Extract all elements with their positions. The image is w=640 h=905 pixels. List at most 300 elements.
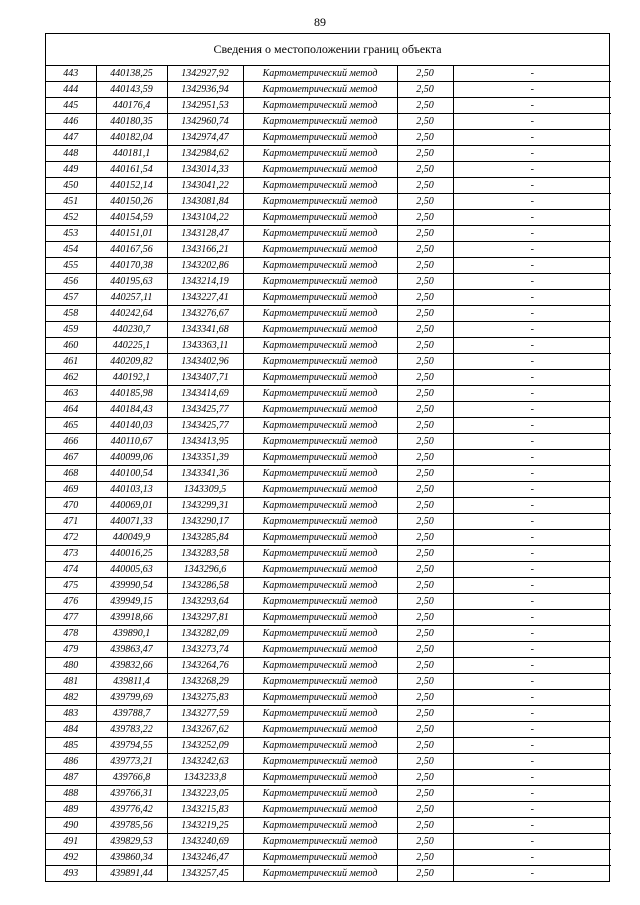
- coord-y-cell: 1343277,59: [167, 706, 243, 722]
- coord-x-cell: 440110,67: [96, 434, 167, 450]
- coord-x-cell: 440170,38: [96, 258, 167, 274]
- method-cell: Картометрический метод: [243, 274, 397, 290]
- coord-y-cell: 1343275,83: [167, 690, 243, 706]
- note-cell: -: [453, 498, 611, 514]
- point-number-cell: 483: [46, 706, 96, 722]
- coord-y-cell: 1343252,09: [167, 738, 243, 754]
- coord-y-cell: 1342927,92: [167, 66, 243, 82]
- coord-y-cell: 1343227,41: [167, 290, 243, 306]
- table-row: [46, 226, 611, 242]
- precision-cell: 2,50: [397, 322, 453, 338]
- note-cell: -: [453, 594, 611, 610]
- table-row: [46, 706, 611, 722]
- precision-cell: 2,50: [397, 658, 453, 674]
- note-cell: -: [453, 66, 611, 82]
- point-number-cell: 493: [46, 866, 96, 882]
- precision-cell: 2,50: [397, 530, 453, 546]
- point-number-cell: 463: [46, 386, 96, 402]
- precision-cell: 2,50: [397, 98, 453, 114]
- point-number-cell: 447: [46, 130, 96, 146]
- note-cell: -: [453, 770, 611, 786]
- coord-y-cell: 1343166,21: [167, 242, 243, 258]
- point-number-cell: 459: [46, 322, 96, 338]
- table-row: [46, 338, 611, 354]
- note-cell: -: [453, 802, 611, 818]
- coord-x-cell: 440192,1: [96, 370, 167, 386]
- note-cell: -: [453, 754, 611, 770]
- table-row: [46, 98, 611, 114]
- precision-cell: 2,50: [397, 402, 453, 418]
- coord-x-cell: 440230,7: [96, 322, 167, 338]
- precision-cell: 2,50: [397, 242, 453, 258]
- coord-x-cell: 440167,56: [96, 242, 167, 258]
- point-number-cell: 449: [46, 162, 96, 178]
- coord-x-cell: 440209,82: [96, 354, 167, 370]
- point-number-cell: 468: [46, 466, 96, 482]
- precision-cell: 2,50: [397, 706, 453, 722]
- point-number-cell: 479: [46, 642, 96, 658]
- coord-y-cell: 1343081,84: [167, 194, 243, 210]
- table-row: [46, 434, 611, 450]
- note-cell: -: [453, 290, 611, 306]
- coord-x-cell: 440184,43: [96, 402, 167, 418]
- note-cell: -: [453, 578, 611, 594]
- coord-x-cell: 439783,22: [96, 722, 167, 738]
- table-row: [46, 802, 611, 818]
- precision-cell: 2,50: [397, 546, 453, 562]
- table-row: [46, 674, 611, 690]
- coord-x-cell: 440069,01: [96, 498, 167, 514]
- point-number-cell: 474: [46, 562, 96, 578]
- method-cell: Картометрический метод: [243, 530, 397, 546]
- coord-y-cell: 1343286,58: [167, 578, 243, 594]
- method-cell: Картометрический метод: [243, 354, 397, 370]
- coord-y-cell: 1343363,11: [167, 338, 243, 354]
- coord-y-cell: 1343268,29: [167, 674, 243, 690]
- method-cell: Картометрический метод: [243, 450, 397, 466]
- precision-cell: 2,50: [397, 690, 453, 706]
- coord-x-cell: 439776,42: [96, 802, 167, 818]
- point-number-cell: 469: [46, 482, 96, 498]
- coord-y-cell: 1343283,58: [167, 546, 243, 562]
- table-row: [46, 114, 611, 130]
- coord-y-cell: 1343297,81: [167, 610, 243, 626]
- method-cell: Картометрический метод: [243, 386, 397, 402]
- coord-y-cell: 1343219,25: [167, 818, 243, 834]
- precision-cell: 2,50: [397, 146, 453, 162]
- coord-x-cell: 440099,06: [96, 450, 167, 466]
- point-number-cell: 460: [46, 338, 96, 354]
- method-cell: Картометрический метод: [243, 210, 397, 226]
- precision-cell: 2,50: [397, 562, 453, 578]
- note-cell: -: [453, 450, 611, 466]
- precision-cell: 2,50: [397, 226, 453, 242]
- point-number-cell: 478: [46, 626, 96, 642]
- precision-cell: 2,50: [397, 258, 453, 274]
- point-number-cell: 466: [46, 434, 96, 450]
- table-row: [46, 306, 611, 322]
- note-cell: -: [453, 658, 611, 674]
- coord-y-cell: 1343257,45: [167, 866, 243, 882]
- coord-y-cell: 1342936,94: [167, 82, 243, 98]
- table-row: [46, 210, 611, 226]
- table-row: [46, 738, 611, 754]
- point-number-cell: 443: [46, 66, 96, 82]
- table-row: [46, 818, 611, 834]
- point-number-cell: 490: [46, 818, 96, 834]
- note-cell: -: [453, 722, 611, 738]
- table-row: [46, 386, 611, 402]
- coord-x-cell: 440005,63: [96, 562, 167, 578]
- coord-x-cell: 440049,9: [96, 530, 167, 546]
- coord-x-cell: 439788,7: [96, 706, 167, 722]
- coord-x-cell: 440103,13: [96, 482, 167, 498]
- point-number-cell: 452: [46, 210, 96, 226]
- note-cell: -: [453, 306, 611, 322]
- precision-cell: 2,50: [397, 290, 453, 306]
- coord-y-cell: 1343215,83: [167, 802, 243, 818]
- precision-cell: 2,50: [397, 66, 453, 82]
- method-cell: Картометрический метод: [243, 466, 397, 482]
- point-number-cell: 453: [46, 226, 96, 242]
- table-row: [46, 322, 611, 338]
- table-row: [46, 354, 611, 370]
- table-row: [46, 690, 611, 706]
- point-number-cell: 486: [46, 754, 96, 770]
- precision-cell: 2,50: [397, 418, 453, 434]
- point-number-cell: 457: [46, 290, 96, 306]
- coord-x-cell: 439860,34: [96, 850, 167, 866]
- point-number-cell: 471: [46, 514, 96, 530]
- note-cell: -: [453, 690, 611, 706]
- method-cell: Картометрический метод: [243, 514, 397, 530]
- point-number-cell: 487: [46, 770, 96, 786]
- coord-x-cell: 440016,25: [96, 546, 167, 562]
- coord-y-cell: 1343341,36: [167, 466, 243, 482]
- coord-y-cell: 1343202,86: [167, 258, 243, 274]
- point-number-cell: 488: [46, 786, 96, 802]
- coord-y-cell: 1343242,63: [167, 754, 243, 770]
- table-row: [46, 722, 611, 738]
- precision-cell: 2,50: [397, 866, 453, 882]
- coord-x-cell: 440138,25: [96, 66, 167, 82]
- coord-x-cell: 439811,4: [96, 674, 167, 690]
- method-cell: Картометрический метод: [243, 418, 397, 434]
- note-cell: -: [453, 114, 611, 130]
- coord-y-cell: 1342960,74: [167, 114, 243, 130]
- coord-y-cell: 1343041,22: [167, 178, 243, 194]
- note-cell: -: [453, 130, 611, 146]
- precision-cell: 2,50: [397, 482, 453, 498]
- note-cell: -: [453, 418, 611, 434]
- coord-x-cell: 439990,54: [96, 578, 167, 594]
- coord-y-cell: 1343267,62: [167, 722, 243, 738]
- method-cell: Картометрический метод: [243, 306, 397, 322]
- point-number-cell: 484: [46, 722, 96, 738]
- coord-y-cell: 1343276,67: [167, 306, 243, 322]
- table-row: [46, 450, 611, 466]
- coord-y-cell: 1342951,53: [167, 98, 243, 114]
- precision-cell: 2,50: [397, 306, 453, 322]
- note-cell: -: [453, 642, 611, 658]
- coord-y-cell: 1343104,22: [167, 210, 243, 226]
- table-row: [46, 482, 611, 498]
- note-cell: -: [453, 546, 611, 562]
- precision-cell: 2,50: [397, 162, 453, 178]
- precision-cell: 2,50: [397, 722, 453, 738]
- point-number-cell: 451: [46, 194, 96, 210]
- coord-y-cell: 1343214,19: [167, 274, 243, 290]
- method-cell: Картометрический метод: [243, 338, 397, 354]
- point-number-cell: 476: [46, 594, 96, 610]
- precision-cell: 2,50: [397, 130, 453, 146]
- coord-x-cell: 439785,56: [96, 818, 167, 834]
- precision-cell: 2,50: [397, 274, 453, 290]
- coord-y-cell: 1343264,76: [167, 658, 243, 674]
- coord-x-cell: 440100,54: [96, 466, 167, 482]
- point-number-cell: 446: [46, 114, 96, 130]
- note-cell: -: [453, 82, 611, 98]
- coord-x-cell: 440180,35: [96, 114, 167, 130]
- coord-y-cell: 1343425,77: [167, 418, 243, 434]
- coord-y-cell: 1343341,68: [167, 322, 243, 338]
- precision-cell: 2,50: [397, 194, 453, 210]
- method-cell: Картометрический метод: [243, 482, 397, 498]
- coord-x-cell: 440195,63: [96, 274, 167, 290]
- method-cell: Картометрический метод: [243, 82, 397, 98]
- table-row: [46, 578, 611, 594]
- note-cell: -: [453, 530, 611, 546]
- coord-x-cell: 440182,04: [96, 130, 167, 146]
- precision-cell: 2,50: [397, 178, 453, 194]
- coord-y-cell: 1343293,64: [167, 594, 243, 610]
- coord-x-cell: 440154,59: [96, 210, 167, 226]
- point-number-cell: 480: [46, 658, 96, 674]
- coord-x-cell: 439829,53: [96, 834, 167, 850]
- note-cell: -: [453, 194, 611, 210]
- point-number-cell: 461: [46, 354, 96, 370]
- point-number-cell: 481: [46, 674, 96, 690]
- method-cell: Картометрический метод: [243, 610, 397, 626]
- point-number-cell: 456: [46, 274, 96, 290]
- coord-y-cell: 1343014,33: [167, 162, 243, 178]
- point-number-cell: 458: [46, 306, 96, 322]
- table-row: [46, 834, 611, 850]
- point-number-cell: 472: [46, 530, 96, 546]
- method-cell: Картометрический метод: [243, 258, 397, 274]
- table-row: [46, 626, 611, 642]
- precision-cell: 2,50: [397, 434, 453, 450]
- note-cell: -: [453, 210, 611, 226]
- point-number-cell: 462: [46, 370, 96, 386]
- precision-cell: 2,50: [397, 498, 453, 514]
- coord-x-cell: 440242,64: [96, 306, 167, 322]
- method-cell: Картометрический метод: [243, 754, 397, 770]
- method-cell: Картометрический метод: [243, 802, 397, 818]
- note-cell: -: [453, 274, 611, 290]
- note-cell: -: [453, 610, 611, 626]
- note-cell: -: [453, 226, 611, 242]
- table-row: [46, 530, 611, 546]
- coord-x-cell: 439891,44: [96, 866, 167, 882]
- table-row: [46, 642, 611, 658]
- method-cell: Картометрический метод: [243, 114, 397, 130]
- coord-y-cell: 1343282,09: [167, 626, 243, 642]
- table-row: [46, 178, 611, 194]
- note-cell: -: [453, 338, 611, 354]
- note-cell: -: [453, 402, 611, 418]
- precision-cell: 2,50: [397, 610, 453, 626]
- note-cell: -: [453, 866, 611, 882]
- method-cell: Картометрический метод: [243, 546, 397, 562]
- method-cell: Картометрический метод: [243, 98, 397, 114]
- coord-y-cell: 1343413,95: [167, 434, 243, 450]
- method-cell: Картометрический метод: [243, 322, 397, 338]
- point-number-cell: 491: [46, 834, 96, 850]
- table-row: [46, 514, 611, 530]
- method-cell: Картометрический метод: [243, 66, 397, 82]
- precision-cell: 2,50: [397, 594, 453, 610]
- coord-x-cell: 440161,54: [96, 162, 167, 178]
- method-cell: Картометрический метод: [243, 866, 397, 882]
- coord-y-cell: 1343233,8: [167, 770, 243, 786]
- precision-cell: 2,50: [397, 626, 453, 642]
- table-row: [46, 786, 611, 802]
- coord-x-cell: 439794,55: [96, 738, 167, 754]
- table-row: [46, 66, 611, 82]
- coord-x-cell: 440181,1: [96, 146, 167, 162]
- method-cell: Картометрический метод: [243, 738, 397, 754]
- method-cell: Картометрический метод: [243, 242, 397, 258]
- table-row: [46, 130, 611, 146]
- note-cell: -: [453, 386, 611, 402]
- coord-x-cell: 440185,98: [96, 386, 167, 402]
- note-cell: -: [453, 562, 611, 578]
- coord-x-cell: 439766,31: [96, 786, 167, 802]
- point-number-cell: 489: [46, 802, 96, 818]
- precision-cell: 2,50: [397, 82, 453, 98]
- point-number-cell: 444: [46, 82, 96, 98]
- table-row: [46, 466, 611, 482]
- note-cell: -: [453, 738, 611, 754]
- coord-y-cell: 1343299,31: [167, 498, 243, 514]
- precision-cell: 2,50: [397, 834, 453, 850]
- page-number: 89: [314, 15, 326, 29]
- coord-y-cell: 1343240,69: [167, 834, 243, 850]
- method-cell: Картометрический метод: [243, 642, 397, 658]
- method-cell: Картометрический метод: [243, 402, 397, 418]
- method-cell: Картометрический метод: [243, 162, 397, 178]
- note-cell: -: [453, 850, 611, 866]
- precision-cell: 2,50: [397, 754, 453, 770]
- note-cell: -: [453, 354, 611, 370]
- point-number-cell: 465: [46, 418, 96, 434]
- precision-cell: 2,50: [397, 802, 453, 818]
- note-cell: -: [453, 98, 611, 114]
- coord-y-cell: 1343273,74: [167, 642, 243, 658]
- method-cell: Картометрический метод: [243, 194, 397, 210]
- table-row: [46, 866, 611, 882]
- table-row: [46, 146, 611, 162]
- method-cell: Картометрический метод: [243, 706, 397, 722]
- precision-cell: 2,50: [397, 466, 453, 482]
- method-cell: Картометрический метод: [243, 690, 397, 706]
- method-cell: Картометрический метод: [243, 626, 397, 642]
- method-cell: Картометрический метод: [243, 370, 397, 386]
- point-number-cell: 450: [46, 178, 96, 194]
- coord-y-cell: 1343285,84: [167, 530, 243, 546]
- note-cell: -: [453, 434, 611, 450]
- method-cell: Картометрический метод: [243, 674, 397, 690]
- method-cell: Картометрический метод: [243, 722, 397, 738]
- boundary-table-frame: [45, 33, 610, 882]
- table-row: [46, 770, 611, 786]
- note-cell: -: [453, 786, 611, 802]
- precision-cell: 2,50: [397, 578, 453, 594]
- point-number-cell: 454: [46, 242, 96, 258]
- note-cell: -: [453, 674, 611, 690]
- coord-y-cell: 1342974,47: [167, 130, 243, 146]
- coord-y-cell: 1343425,77: [167, 402, 243, 418]
- note-cell: -: [453, 818, 611, 834]
- method-cell: Картометрический метод: [243, 770, 397, 786]
- coord-y-cell: 1343296,6: [167, 562, 243, 578]
- point-number-cell: 492: [46, 850, 96, 866]
- coord-x-cell: 440176,4: [96, 98, 167, 114]
- table-row: [46, 594, 611, 610]
- coord-x-cell: 439799,69: [96, 690, 167, 706]
- note-cell: -: [453, 834, 611, 850]
- precision-cell: 2,50: [397, 338, 453, 354]
- table-row: [46, 194, 611, 210]
- coord-y-cell: 1343414,69: [167, 386, 243, 402]
- point-number-cell: 448: [46, 146, 96, 162]
- table-row: [46, 850, 611, 866]
- precision-cell: 2,50: [397, 114, 453, 130]
- table-row: [46, 418, 611, 434]
- note-cell: -: [453, 370, 611, 386]
- note-cell: -: [453, 322, 611, 338]
- table-row: [46, 754, 611, 770]
- coord-y-cell: 1343407,71: [167, 370, 243, 386]
- precision-cell: 2,50: [397, 450, 453, 466]
- point-number-cell: 470: [46, 498, 96, 514]
- method-cell: Картометрический метод: [243, 834, 397, 850]
- table-row: [46, 402, 611, 418]
- precision-cell: 2,50: [397, 354, 453, 370]
- coord-x-cell: 439863,47: [96, 642, 167, 658]
- coord-x-cell: 440152,14: [96, 178, 167, 194]
- table-row: [46, 610, 611, 626]
- table-row: [46, 82, 611, 98]
- coord-x-cell: 439773,21: [96, 754, 167, 770]
- precision-cell: 2,50: [397, 210, 453, 226]
- precision-cell: 2,50: [397, 514, 453, 530]
- point-number-cell: 477: [46, 610, 96, 626]
- coord-x-cell: 440071,33: [96, 514, 167, 530]
- method-cell: Картометрический метод: [243, 658, 397, 674]
- coord-x-cell: 440151,01: [96, 226, 167, 242]
- method-cell: Картометрический метод: [243, 562, 397, 578]
- table-row: [46, 274, 611, 290]
- precision-cell: 2,50: [397, 370, 453, 386]
- table-row: [46, 498, 611, 514]
- coord-y-cell: 1343351,39: [167, 450, 243, 466]
- point-number-cell: 485: [46, 738, 96, 754]
- coord-x-cell: 439949,15: [96, 594, 167, 610]
- method-cell: Картометрический метод: [243, 498, 397, 514]
- method-cell: Картометрический метод: [243, 594, 397, 610]
